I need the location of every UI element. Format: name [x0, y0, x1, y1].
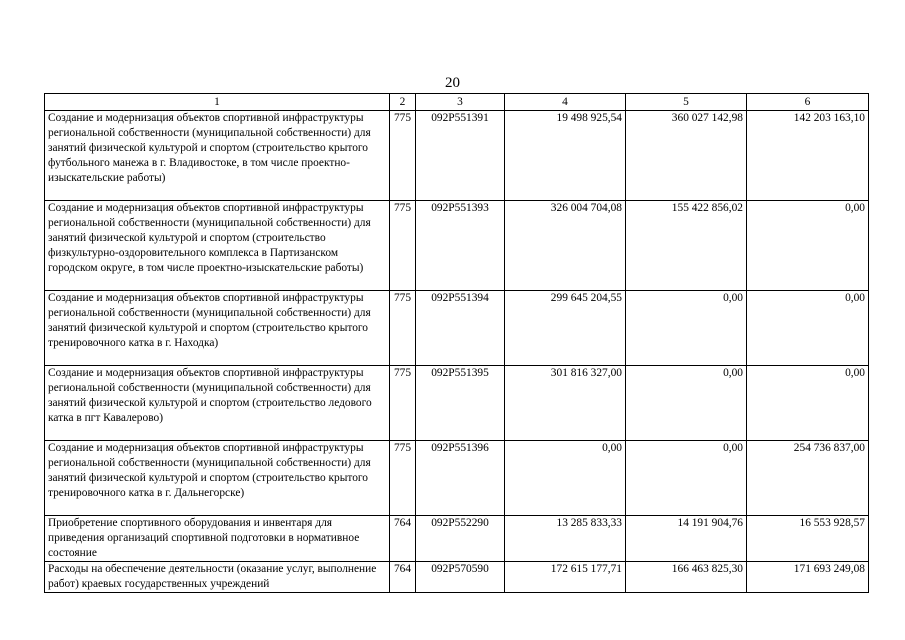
row-target: 092P551391 — [416, 111, 505, 201]
row-target: 092P552290 — [416, 516, 505, 562]
row-sum-2: 360 027 142,98 — [626, 111, 747, 201]
row-target: 092P551396 — [416, 441, 505, 516]
table-row — [45, 291, 869, 366]
row-description: Приобретение спортивного оборудования и инвентаря для приведения организаций спортивной подготовки в нормативное состояние — [45, 516, 390, 562]
table-row — [45, 366, 869, 441]
row-sum-1: 299 645 204,55 — [505, 291, 626, 366]
row-sum-1: 172 615 177,71 — [505, 562, 626, 593]
header-cell-2: 2 — [390, 94, 416, 111]
row-sum-2: 166 463 825,30 — [626, 562, 747, 593]
row-sum-3: 0,00 — [747, 366, 869, 441]
budget-table — [44, 93, 869, 593]
row-sum-1: 13 285 833,33 — [505, 516, 626, 562]
table-row — [45, 201, 869, 291]
row-target: 092P551393 — [416, 201, 505, 291]
table-row — [45, 562, 869, 593]
row-sum-3: 171 693 249,08 — [747, 562, 869, 593]
row-description: Создание и модернизация объектов спортивной инфраструктуры региональной собственности (муниципальной собственности) для занятий физической культурой и спортом (строительство крытого тренировочного катка в г. Дальнегорске) — [45, 441, 390, 516]
row-code: 775 — [390, 441, 416, 516]
row-sum-1: 326 004 704,08 — [505, 201, 626, 291]
row-description: Создание и модернизация объектов спортивной инфраструктуры региональной собственности (муниципальной собственности) для занятий физической культурой и спортом (строительство крытого футбольного манежа в г. Владивостоке, в том числе проектно-изыскательские работы) — [45, 111, 390, 201]
row-code: 775 — [390, 201, 416, 291]
row-description: Создание и модернизация объектов спортивной инфраструктуры региональной собственности (муниципальной собственности) для занятий физической культурой и спортом (строительство физкультурно-оздоровительного комплекса в Партизанском городском округе, в том числе проектно-изыскательские работы) — [45, 201, 390, 291]
header-row — [45, 94, 869, 111]
row-description: Создание и модернизация объектов спортивной инфраструктуры региональной собственности (муниципальной собственности) для занятий физической культурой и спортом (строительство ледового катка в пгт Кавалерово) — [45, 366, 390, 441]
row-target: 092P551394 — [416, 291, 505, 366]
row-sum-2: 14 191 904,76 — [626, 516, 747, 562]
row-sum-3: 0,00 — [747, 201, 869, 291]
row-sum-2: 0,00 — [626, 366, 747, 441]
header-cell-4: 4 — [505, 94, 626, 111]
row-target: 092P570590 — [416, 562, 505, 593]
row-sum-3: 142 203 163,10 — [747, 111, 869, 201]
header-cell-6: 6 — [747, 94, 869, 111]
row-sum-2: 0,00 — [626, 441, 747, 516]
header-cell-5: 5 — [626, 94, 747, 111]
row-code: 775 — [390, 366, 416, 441]
row-code: 775 — [390, 111, 416, 201]
row-sum-3: 16 553 928,57 — [747, 516, 869, 562]
table-row — [45, 441, 869, 516]
row-code: 764 — [390, 562, 416, 593]
row-code: 764 — [390, 516, 416, 562]
table-row — [45, 111, 869, 201]
row-sum-1: 301 816 327,00 — [505, 366, 626, 441]
row-sum-1: 0,00 — [505, 441, 626, 516]
row-sum-1: 19 498 925,54 — [505, 111, 626, 201]
row-description: Создание и модернизация объектов спортивной инфраструктуры региональной собственности (муниципальной собственности) для занятий физической культурой и спортом (строительство крытого тренировочного катка в г. Находка) — [45, 291, 390, 366]
row-sum-2: 155 422 856,02 — [626, 201, 747, 291]
row-sum-3: 0,00 — [747, 291, 869, 366]
row-sum-2: 0,00 — [626, 291, 747, 366]
row-code: 775 — [390, 291, 416, 366]
header-cell-3: 3 — [416, 94, 505, 111]
row-target: 092P551395 — [416, 366, 505, 441]
header-cell-1: 1 — [45, 94, 390, 111]
table-row — [45, 516, 869, 562]
page-number: 20 — [445, 75, 460, 91]
row-description: Расходы на обеспечение деятельности (оказание услуг, выполнение работ) краевых государственных учреждений — [45, 562, 390, 593]
row-sum-3: 254 736 837,00 — [747, 441, 869, 516]
